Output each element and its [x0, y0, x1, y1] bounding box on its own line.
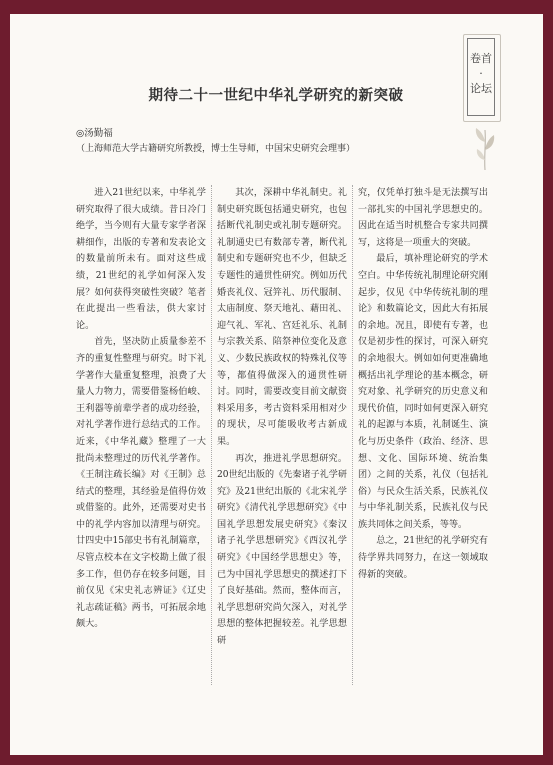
paragraph: 进入21世纪以来，中华礼学研究取得了很大成绩。昔日冷门绝学，当今则有大量专家学者深耕细作，出版的专著和发表论文的数量前所未有。面对这些成绩，21世纪的礼学如何深入发展？如何获得突破性突破？笔者在此提出一些看法，供大家讨论。	[76, 188, 206, 331]
column-divider	[211, 185, 212, 685]
column-divider	[352, 185, 353, 685]
author-affiliation: （上海师范大学古籍研究所教授，博士生导师，中国宋史研究会理事）	[76, 144, 356, 154]
text-column-1	[76, 185, 206, 633]
section-tag-line-1: 卷首	[470, 52, 492, 65]
section-tag-dot: ·	[479, 67, 483, 80]
paragraph: 首先，坚决防止质量参差不齐的重复性整理与研究。时下礼学著作大量重复整理，浪费了大量人力物力，需要借鉴杨伯峻、王利器等前辈学者的成功经验，对礼学著作进行总结式的工作。近来，《中华礼藏》整理了一大批尚未整理过的历代礼学著作。《王制注疏长编》对《王制》总结式的整理，其经验是值得仿效或借鉴的。此外，还需要对史书中的礼学内容加以清理与研究。廿四史中15部史书有礼制篇章，尽管点校本在文字校勘上做了很多工作，但仍存在较多问题，目前仅见《宋史礼志辨证》《辽史礼志疏证稿》两书，可拓展余地颇大。	[76, 337, 206, 630]
plant-decoration-icon	[472, 120, 498, 170]
paragraph: 最后，填补理论研究的学术空白。中华传统礼制理论研究刚起步，仅见《中华传统礼制的理论》和数篇论文，因此大有拓展的余地。况且，即使有专著，也仅是初步性的探讨，可深入研究的余地很大。例如如何更准确地概括出礼学理论的基本概念，研究对象、礼学研究的历史意义和现代价值，同时如何更深入研究礼的起源与本质，礼制诞生、演化与历史条件（政治、经济、思想、文化、国际环境、统治集团）之间的关系，礼仪（包括礼俗）与民众生活关系，民族礼仪与中华礼制关系，民族礼仪与民族共同体之间关系，等等。	[358, 254, 488, 530]
text-column-3	[358, 185, 488, 583]
paragraph: 再次，推进礼学思想研究。20世纪出版的《先秦诸子礼学研究》及21世纪出版的《北宋礼学研究》《清代礼学思想研究》《中国礼学思想发展史研究》《秦汉诸子礼学思想研究》《西汉礼学研究》《中国经学思想史》等，已为中国礼学思想史的撰述打下了良好基础。然而，整体而言，礼学思想研究尚欠深入，对礼学思想的整体把握较差。礼学思想研	[217, 453, 347, 647]
section-tag	[467, 38, 495, 116]
author-line: ◎汤勤福	[76, 128, 113, 139]
text-column-2	[217, 185, 347, 650]
paragraph: 究，仅凭单打独斗是无法撰写出一部扎实的中国礼学思想史的。因此在适当时机整合专家共同撰写，这将是一项重大的突破。	[358, 188, 488, 248]
paragraph: 总之，21世纪的礼学研究有待学界共同努力，在这一领域取得新的突破。	[358, 536, 488, 580]
paragraph: 其次，深耕中华礼制史。礼制史研究既包括通史研究，也包括断代礼制史或礼制专题研究。礼制通史已有数部专著，断代礼制史和专题研究也不少，但缺乏专题性的通贯性研究。例如历代婚丧礼仪、冠笄礼、历代服制、太庙制度、祭天地礼、藉田礼、迎气礼、军礼、宫廷礼乐、礼制与宗教关系、陪祭神位变化及意义、少数民族政权的特殊礼仪等等，都值得做深入的通贯性研讨。同时，需要改变目前文献资料采用多，考古资料采用相对少的现状，尽可能吸收考古新成果。	[217, 188, 347, 447]
section-tag-line-2: 论坛	[470, 82, 492, 95]
article-title: 期待二十一世纪中华礼学研究的新突破	[148, 88, 404, 104]
